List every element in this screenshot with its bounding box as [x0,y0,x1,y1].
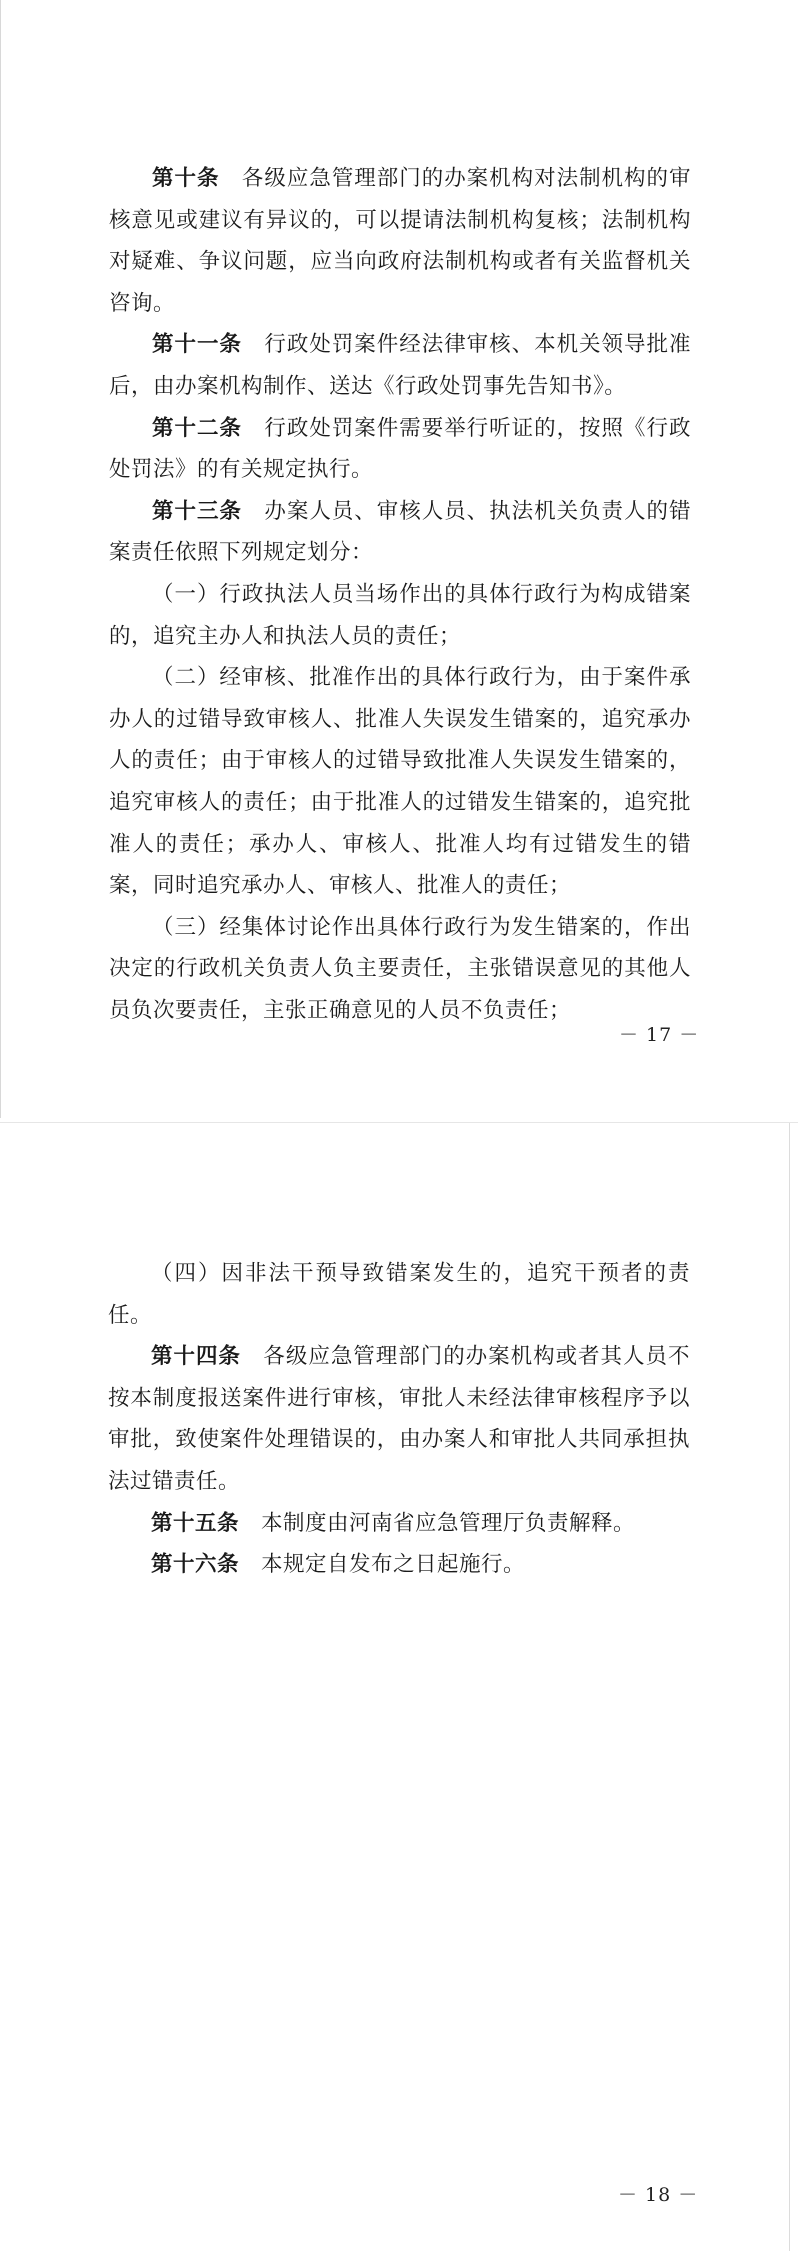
page-18 [0,1122,798,2251]
article-14 [108,1336,690,1502]
article-12-text: 行政处罚案件需要举行听证的，按照《行政处罚法》的有关规定执行。 [109,415,691,483]
article-13 [109,491,691,574]
page-number-18: － 18 － [618,2184,699,2206]
article-11-label: 第十一条 [152,332,242,358]
page-18-body [108,1253,690,1586]
article-16 [108,1544,690,1586]
article-10 [109,158,691,324]
article-14-label: 第十四条 [151,1344,241,1370]
article-13-text: 办案人员、审核人员、执法机关负责人的错案责任依照下列规定划分： [109,498,691,566]
article-16-label: 第十六条 [151,1552,240,1578]
article-11 [109,324,691,407]
article-13-item-1: （一）行政执法人员当场作出的具体行政行为构成错案的，追究主办人和执法人员的责任； [109,581,691,649]
article-12 [109,408,691,491]
article-16-text: 本规定自发布之日起施行。 [261,1552,526,1578]
article-15 [108,1503,690,1545]
article-12-label: 第十二条 [152,415,242,441]
article-13-item-2: （二）经审核、批准作出的具体行政行为，由于案件承办人的过错导致审核人、批准人失误发生错案的，追究承办人的责任；由于审核人的过错导致批准人失误发生错案的，追究审核人的责任；由于批准人的过错发生错案的，追究批准人的责任；承办人、审核人、批准人均有过错发生的错案，同时追究承办人、审核人、批准人的责任； [109,665,691,899]
article-11-text: 行政处罚案件经法律审核、本机关领导批准后，由办案机构制作、送达《行政处罚事先告知书》。 [109,332,691,399]
article-15-text: 本制度由河南省应急管理厅负责解释。 [261,1510,636,1536]
page-17-body [109,158,691,1031]
article-13-label: 第十三条 [152,498,242,524]
article-13-item-3: （三）经集体讨论作出具体行政行为发生错案的，作出决定的行政机关负责人负主要责任，主张错误意见的其他人员负次要责任，主张正确意见的人员不负责任； [109,914,691,1023]
article-14-text: 各级应急管理部门的办案机构或者其人员不按本制度报送案件进行审核，审批人未经法律审核程序予以审批，致使案件处理错误的，由办案人和审批人共同承担执法过错责任。 [108,1344,690,1494]
page-number-17: － 17 － [619,1024,700,1046]
article-13-item-4: （四）因非法干预导致错案发生的，追究干预者的责任。 [108,1261,690,1328]
article-10-text: 各级应急管理部门的办案机构对法制机构的审核意见或建议有异议的，可以提请法制机构复核；法制机构对疑难、争议问题，应当向政府法制机构或者有关监督机关咨询。 [109,166,691,316]
page-edge-divider [789,1123,790,2251]
page-17 [0,0,798,1118]
article-15-label: 第十五条 [151,1510,240,1536]
article-10-label: 第十条 [152,166,220,191]
